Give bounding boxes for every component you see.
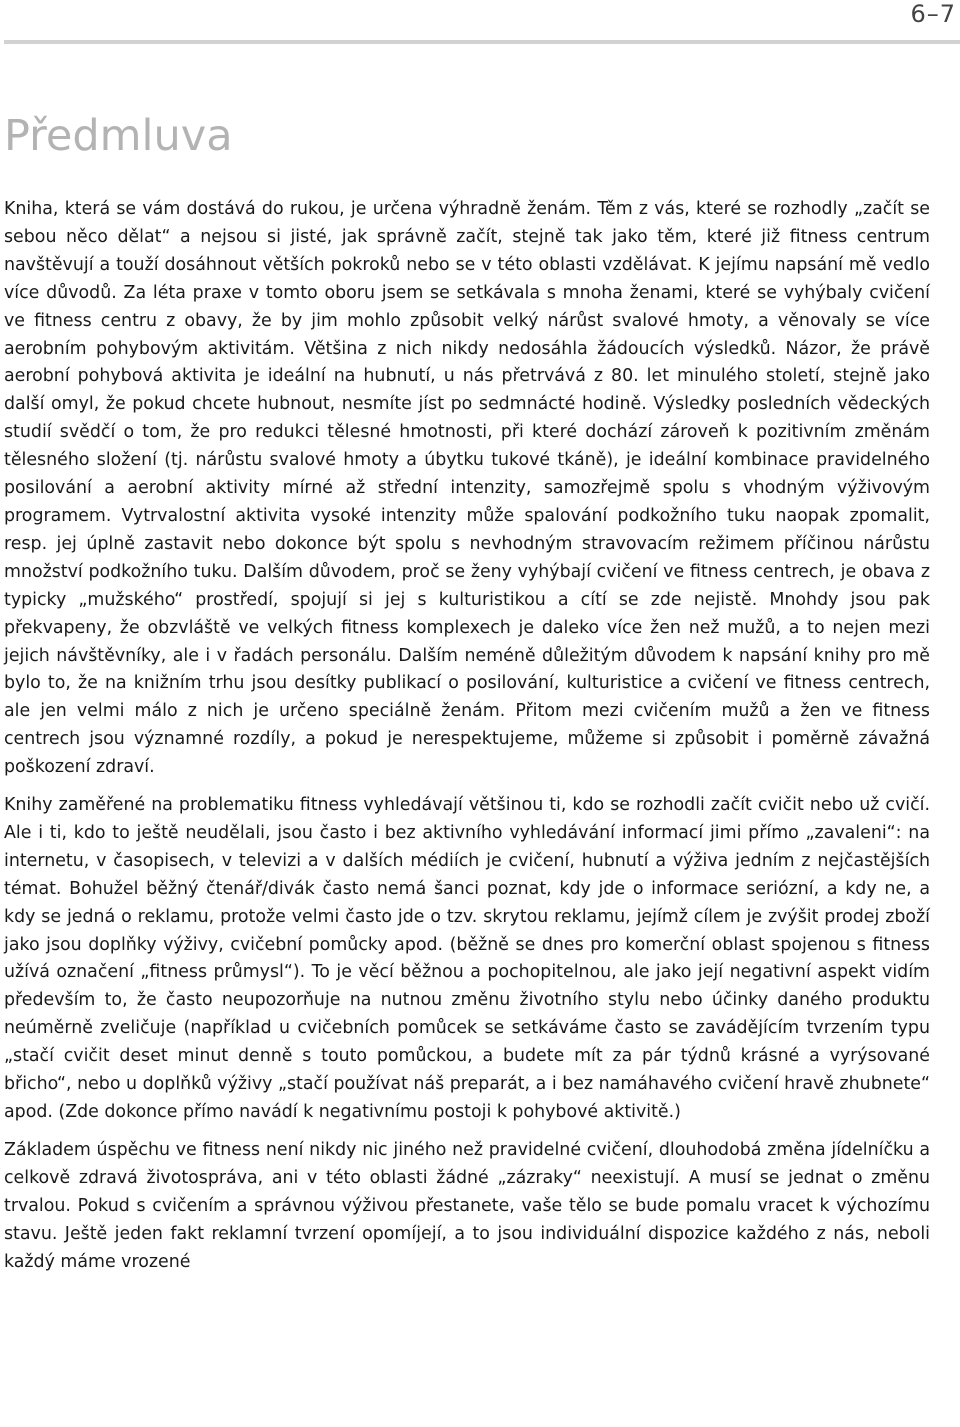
header-divider [4,40,960,44]
page-number: 6–7 [910,0,956,28]
paragraph-3: Základem úspěchu ve fitness není nikdy nic jiného než pravidelné cvičení, dlouhodobá změna jídelníčku a celkově zdravá životospráva, ani v této oblasti žádné „zázraky“ neexistují. A musí se jednat o změnu trvalou. Pokud s cvičením a správnou výživou přestanete, vaše tělo se bude pomalu vracet k výchozímu stavu. Ještě jeden fakt reklamní tvrzení opomíjejí, a to jsou individuální dispozice každého z nás, neboli každý máme vrozené [4,1139,930,1272]
paragraph-2: Knihy zaměřené na problematiku fitness vyhledávají většinou ti, kdo se rozhodli začít cvičit nebo už cvičí. Ale i ti, kdo to ještě neudělali, jsou často i bez aktivního vyhledávání informací jimi přímo „zavaleni“: na internetu, v časopisech, v televizi a v dalších médiích je cvičení, hubnutí a výživa jedním z nejčastějších témat. Bohužel běžný čtenář/divák často nemá šanci poznat, kdy jde o informace seriózní, a kdy ne, a kdy se jedná o reklamu, protože velmi často jde o tzv. skrytou reklamu, jejímž cílem je zvýšit prodej zboží jako jsou doplňky výživy, cvičební pomůcky apod. (běžně se dnes pro komerční oblast spojenou s fitness užívá označení „fitness průmysl“). To je věcí běžnou a pochopitelnou, ale jako její negativní aspekt vidím především to, že často neupozorňuje na nutnou změnu životního stylu nebo účinky daného produktu neúměrně zveličuje (například u cvičebních pomůcek se setkáváme často se zavádějícím tvrzením typu „stačí cvičit deset minut denně s touto pomůckou, a budete mít za pár týdnů krásné a vyrýsované břicho“, nebo u doplňků výživy „stačí používat náš preparát, a i bez namáhavého cvičení hravě zhubnete“ apod. (Zde dokonce přímo navádí k negativnímu postoji k pohybové aktivitě.) [4,795,930,1122]
chapter-title: Předmluva [4,111,233,161]
paragraph-1: Kniha, která se vám dostává do rukou, je určena výhradně ženám. Těm z vás, které se rozhodly „začít se sebou něco dělat“ a nejsou si jisté, jak správně začít, stejně tak jako těm, které již fitness centrum navštěvují a touží dosáhnout větších pokroků nebo se v této oblasti vzdělávat. K jejímu napsání mě vedlo více důvodů. Za léta praxe v tomto oboru jsem se setkávala s mnoha ženami, které se vyhýbaly cvičení ve fitness centru z obavy, že by jim mohlo způsobit velký nárůst svalové hmoty, a věnovaly se více aerobním pohybovým aktivitám. Většina z nich nikdy nedosáhla žádoucích výsledků. Názor, že právě aerobní pohybová aktivita je ideální na hubnutí, u nás přetrvává z 80. let minulého století, stejně jako další omyl, že pokud chcete hubnout, nesmíte jíst po sedmnácté hodině. Výsledky posledních vědeckých studií svědčí o tom, že pro redukci tělesné hmotnosti, při které dochází zároveň k pozitivním změnám tělesného složení (tj. nárůstu svalové hmoty a úbytku tukové tkáně), je ideální kombinace pravidelného posilování a aerobní aktivity mírné až střední intenzity, samozřejmě spolu s vhodným výživovým programem. Vytrvalostní aktivita vysoké intenzity může spalování podkožního tuku naopak zpomalit, resp. jej úplně zastavit nebo dokonce být spolu s nevhodným stravovacím režimem příčinou nárůstu množství podkožního tuku. Dalším důvodem, proč se ženy vyhýbají cvičení ve fitness centrech, je obava z typicky „mužského“ prostředí, spojují si jej s kulturistikou a cítí se zde nejistě. Mnohdy jsou pak překvapeny, že obzvláště ve velkých fitness komplexech je daleko více žen než mužů, a to nejen mezi jejich návštěvníky, ale i v řadách personálu. Dalším neméně důležitým důvodem k napsání knihy pro mě bylo to, že na knižním trhu jsou desítky publikací o posilování, kulturistice a cvičení ve fitness centrech, ale jen velmi málo z nich je určeno speciálně ženám. Přitom mezi cvičením mužů a žen ve fitness centrech jsou významné rozdíly, a pokud je nerespektujeme, můžeme si způsobit i poměrně závažná poškození zdraví. [4,199,930,778]
chapter-body [4,196,930,1276]
